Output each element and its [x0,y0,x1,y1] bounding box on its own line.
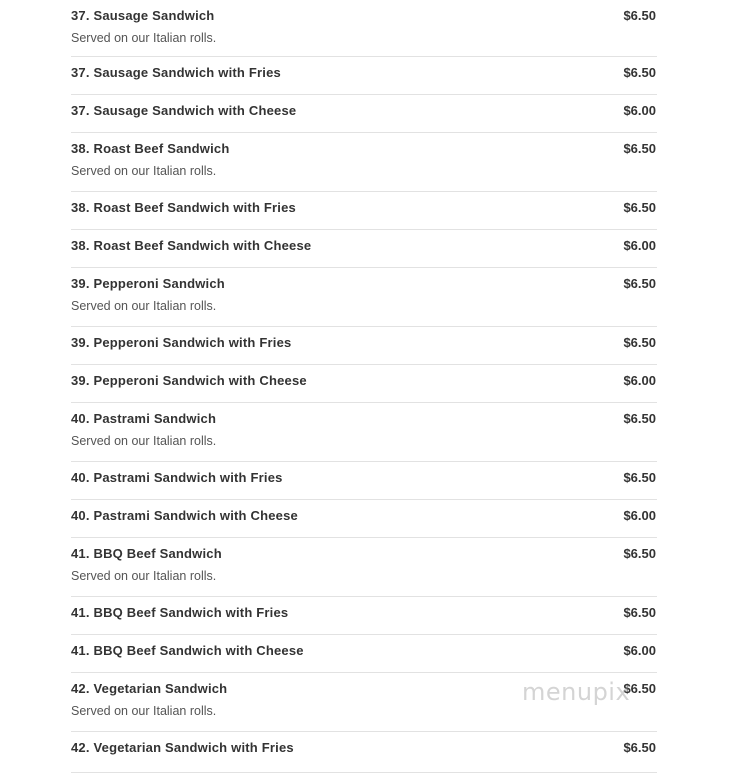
item-price: $6.50 [623,141,656,156]
item-description: Served on our Italian rolls. [71,434,217,448]
item-price: $6.50 [623,8,656,23]
menu-item [71,597,657,635]
item-name: 39. Pepperoni Sandwich with Fries [71,335,292,350]
menu-item [71,268,657,327]
item-name: 41. BBQ Beef Sandwich [71,546,222,561]
menu-item [71,230,657,268]
item-price: $6.00 [623,508,656,523]
item-name: 38. Roast Beef Sandwich with Fries [71,200,296,215]
item-price: $6.00 [623,103,656,118]
item-price: $6.50 [623,411,656,426]
item-name: 41. BBQ Beef Sandwich with Fries [71,605,289,620]
menu-item [71,57,657,95]
item-name: 39. Pepperoni Sandwich with Cheese [71,373,307,388]
menu-item [71,500,657,538]
item-price: $6.00 [623,238,656,253]
item-name: 42. Vegetarian Sandwich [71,681,228,696]
item-price: $6.50 [623,65,656,80]
item-description: Served on our Italian rolls. [71,31,217,45]
item-name: 39. Pepperoni Sandwich [71,276,225,291]
item-name: 37. Sausage Sandwich with Fries [71,65,281,80]
menu-item [71,133,657,192]
item-price: $6.00 [623,373,656,388]
item-description: Served on our Italian rolls. [71,299,217,313]
menu-item [71,327,657,365]
menu-item [71,673,657,732]
item-price: $6.50 [623,740,656,755]
menu-item [71,192,657,230]
item-name: 40. Pastrami Sandwich [71,411,217,426]
menu-list [71,0,657,773]
item-price: $6.50 [623,276,656,291]
item-price: $6.50 [623,605,656,620]
item-name: 37. Sausage Sandwich with Cheese [71,103,297,118]
menupix-watermark: menupix [522,678,631,706]
menu-item [71,462,657,500]
menu-item [71,403,657,462]
item-name: 38. Roast Beef Sandwich with Cheese [71,238,312,253]
item-price: $6.00 [623,643,656,658]
item-name: 37. Sausage Sandwich [71,8,215,23]
menu-item [71,365,657,403]
menu-item [71,538,657,597]
menu-item [71,635,657,673]
item-description: Served on our Italian rolls. [71,569,217,583]
item-name: 42. Vegetarian Sandwich with Fries [71,740,294,755]
item-price: $6.50 [623,681,656,696]
menu-item [71,732,657,773]
item-price: $6.50 [623,546,656,561]
item-price: $6.50 [623,200,656,215]
item-name: 41. BBQ Beef Sandwich with Cheese [71,643,304,658]
item-name: 40. Pastrami Sandwich with Fries [71,470,283,485]
menu-item [71,95,657,133]
item-price: $6.50 [623,335,656,350]
item-name: 40. Pastrami Sandwich with Cheese [71,508,298,523]
item-description: Served on our Italian rolls. [71,704,217,718]
item-description: Served on our Italian rolls. [71,164,217,178]
menu-item [71,0,657,57]
item-price: $6.50 [623,470,656,485]
item-name: 38. Roast Beef Sandwich [71,141,230,156]
